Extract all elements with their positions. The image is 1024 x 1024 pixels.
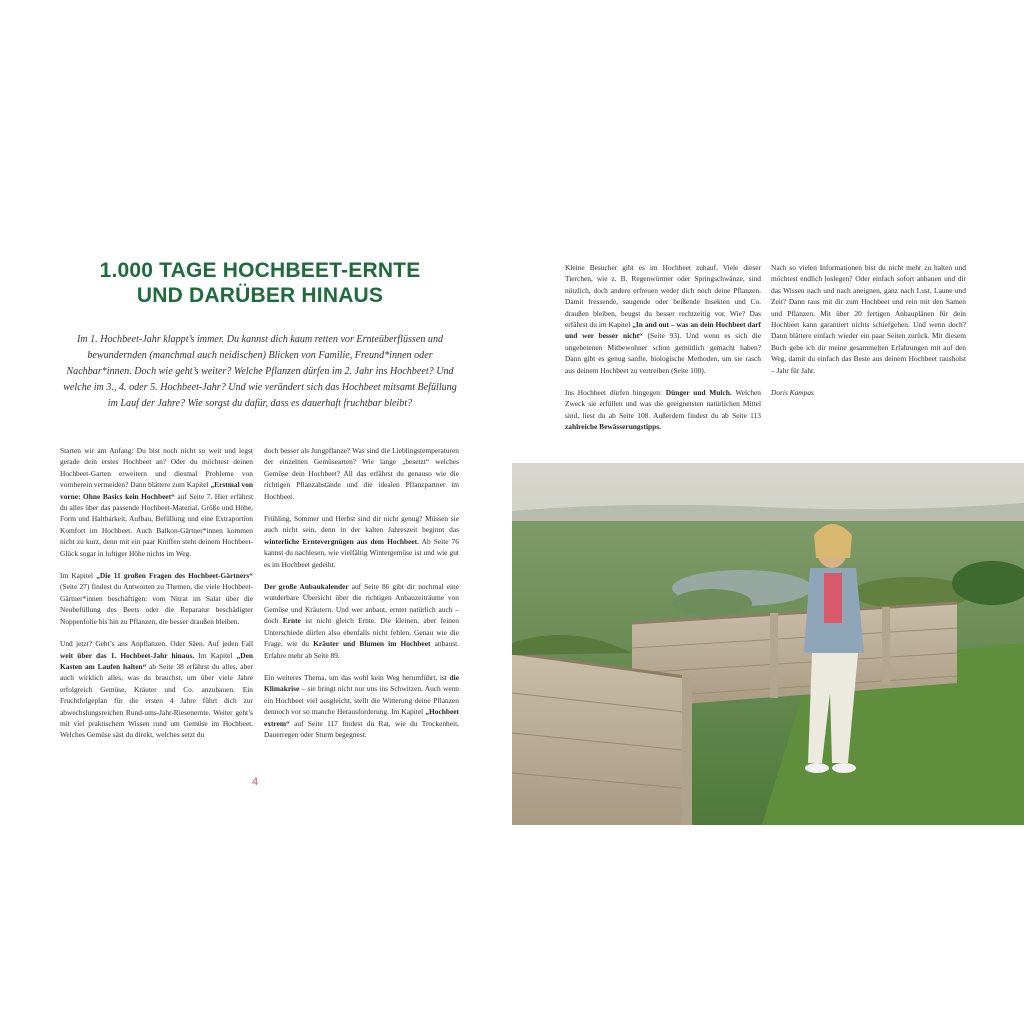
text-run: (Seite 93). Und wenn es sich die ungebetenen Mitbewohner schon gemütlich gemacht haben? Dann gibt es genug sanfte, biologische Methoden, um sie rasch aus deinem Hochbeet zu vertreiben (Seite 100). bbox=[565, 331, 761, 375]
chapter-reference: „Erstmal von vorne: Ohne Basics kein Hochbeet“ bbox=[60, 480, 254, 501]
chapter-reference: „Hochbeet extrem“ bbox=[264, 707, 459, 728]
text-run: Und jetzt? Geht’s ans Anpflanzen. Oder Säen. Auf jeden Fall bbox=[60, 639, 253, 649]
raised-bed-front bbox=[512, 653, 692, 825]
text-run: auf Seite 7. Hier erfährst du alles über das passende Hochbeet-Material, Größe und Höhe, Form und Haltbarkeit, Aufbau, Befüllung und eine Extraportion Komfort im Hochbeet. Auch Balkon-Gärtner*innen kommen nicht zu kurz, denn mit ein paar Kniffen steht deinem Hochbeet-Glück sogar in luftiger Höhe nichts im Weg. bbox=[60, 491, 254, 558]
emphasis: Kräuter und Blumen im Hochbeet bbox=[313, 639, 431, 649]
text-run: Welchen Zweck sie erfüllen und was die geeignetsten natürlichen Mittel sind, liest du ab Seite 108. Außerdem findest du ab Seite 113 bbox=[565, 388, 761, 420]
text-column-4 bbox=[771, 262, 966, 409]
author-signature: Doris Kampas bbox=[771, 388, 814, 398]
text-run: auf Seite 86 gibt dir nochmal eine wunderbare Übersicht über die richtigen Anbauzeiträume von Gemüse und Kräutern. Und wer anbaut, erntet natürlich auch – doch bbox=[264, 582, 459, 626]
paragraph bbox=[60, 638, 253, 741]
paragraph bbox=[264, 672, 459, 740]
chapter-reference: „Den Kasten am Laufen halten“ bbox=[60, 650, 253, 671]
text-column-2 bbox=[264, 445, 459, 751]
paragraph bbox=[60, 445, 253, 559]
paragraph bbox=[60, 570, 253, 627]
emphasis: winterliche Erntevergnügen aus dem Hochbeet. bbox=[264, 536, 419, 546]
emphasis: Der große Anbaukalender bbox=[264, 582, 349, 592]
text-run: (Seite 27) findest du Antworten zu Themen, die viele Hochbeet-Gärtner*innen beschäftigen: vom Nitrat im Salat über die Neubefüllung des Beets oder die Reparatur beschädigter Noppenfolie bis hin zu Pflanzen, die besser draußen bleiben. bbox=[60, 582, 253, 626]
text-run: Ins Hochbeet dürfen hingegen: bbox=[565, 388, 666, 398]
emphasis: Dünger und Mulch. bbox=[665, 388, 732, 398]
text-run: ab Seite 38 erfährst du alles, aber auch wirklich alles, was du brauchst, um über viele Jahre erfolgreich Gemüse, Kräuter und Co. anzubauen. Ein Fruchtfolgeplan für die ersten 4 Jahre führt dich zur abwechslungsreichen Rund-ums-Jahr-Riesenernte. Weiter geht’s mit viel praktischem Wissen rund um Gemüse im Hochbeet. Welches Gemüse säst du direkt, welches setzt du bbox=[60, 661, 254, 740]
paragraph: doch besser als Jungpflanze? Was sind die Lieblingstemperaturen der einzelnen Gemüsearten? Wie lange „besetzt“ welches Gemüse dein Hochbeet? All das erfährst du genauso wie die richtigen Pflanzabstände und die idealen Pflanzpartner im Hochbeet. bbox=[264, 446, 459, 501]
text-column-1 bbox=[60, 445, 253, 752]
emphasis: weit über das 1. Hochbeet-Jahr hinaus. bbox=[60, 650, 195, 660]
paragraph bbox=[565, 387, 761, 433]
text-run: Im Kapitel bbox=[194, 650, 237, 660]
text-run: ist nicht gleich Ernte. Die kleinen, aber feinen Unterschiede dürfen also ebenfalls nicht fehlen. Genau wie die Frage, wie du bbox=[264, 616, 459, 649]
chapter-title-line-2: UND DARÜBER HINAUS bbox=[136, 284, 384, 307]
emphasis: Ernte bbox=[282, 616, 301, 626]
chapter-reference: „Die 11 großen Fragen des Hochbeet-Gärtners“ bbox=[96, 571, 253, 581]
emphasis: die Klimakrise bbox=[264, 672, 459, 694]
text-run: – sie bringt nicht nur uns ins Schwitzen. Auch wenn ein Hochbeet viel ausgleicht, stellt die Witterung deine Pflanzen dennoch vor so manche Herausforderung. Im Kapitel bbox=[264, 684, 459, 717]
text-run: auf Seite 117 findest du Rat, wie du Trockenheit, Dauerregen oder Sturm begegnest. bbox=[264, 718, 459, 739]
paragraph: Nach so vielen Informationen bist du nicht mehr zu halten und möchtest endlich loslegen? Oder einfach sofort anbauen und dir das Wissen nach und nach aneignen, ganz nach Lust, Laune und Zeit? Dann raus mit dir zum Hochbeet und rein mit den Samen und Pflanzen. Mit über 20 fertigen Anbauplänen für dein Hochbeet kann garantiert nichts schiefgehen. Und wenn doch? Dann blättere einfach wieder ein paar Seiten zurück. Mit diesem Buch gebe ich dir meine gesammelten Erfahrungen mit auf den Weg, damit du einfach das Beste aus deinem Hochbeet rausholst – Jahr für Jahr. bbox=[771, 263, 966, 375]
intro-paragraph: Im 1. Hochbeet-Jahr klappt’s immer. Du kannst dich kaum retten vor Ernteüberflüssen und bewundernden (manchmal auch neidischen) Blicken von Familie, Freund*innen oder Nachbar*innen. Doch wie geht’s weiter? Welche Pflanzen dürfen im 2. Jahr ins Hochbeet? Und welche im 3., 4. oder 5. Hochbeet-Jahr? Und wie verändert sich das Hochbeet mitsamt Befüllung im Lauf der Jahre? Wie sorgst du dafür, dass es dauerhaft fruchtbar bleibt? bbox=[63, 334, 457, 410]
page-number: 4 bbox=[252, 776, 259, 788]
text-run: Starten wir am Anfang: Du bist noch nicht so weit und legst gerade dein erstes Hochbeet an? Oder du möchtest deinen Hochbeet-Garten erweitern und diesmal Probleme von vornherein vermeiden? Dann blättere zum Kapitel bbox=[60, 446, 253, 490]
text-run: anbaust. Erfahre mehr ab Seite 89. bbox=[264, 639, 460, 660]
chapter-reference: „In and out – was an dein Hochbeet darf und wer besser nicht“ bbox=[565, 320, 762, 341]
text-column-3 bbox=[565, 262, 761, 444]
text-run: Kleine Besucher gibt es im Hochbeet zuhauf. Viele dieser Tierchen, wie z. B. Regenwürmer oder Springschwänze, sind nützlich, doch andere erfreuen weder dich noch deine Pflanzen. Damit fressende, saugende oder beißende Insekten und Co. draußen bleiben, beugst du besser rechtzeitig vor. Wie? Das erfährst du im Kapitel bbox=[565, 263, 761, 330]
emphasis: zahlreiche Bewässerungstipps. bbox=[565, 422, 661, 432]
paragraph bbox=[264, 581, 459, 661]
text-run: Frühling, Sommer und Herbst sind dir nicht genug? Müssen sie auch nicht sein, denn in der kalten Jahreszeit beginnt das bbox=[264, 514, 459, 535]
paragraph bbox=[565, 262, 761, 376]
text-run: Ein weiteres Thema, um das wohl kein Weg herumführt, ist bbox=[264, 672, 450, 682]
text-run: Im Kapitel bbox=[60, 571, 97, 581]
text-run: Ab Seite 76 kannst du nachlesen, wie vielfältig Wintergemüse ist und wie gut es im Hochbeet gedeiht. bbox=[264, 536, 459, 569]
garden-photo bbox=[512, 463, 1024, 825]
chapter-title bbox=[60, 258, 460, 308]
chapter-title-line-1: 1.000 TAGE HOCHBEET-ERNTE bbox=[99, 259, 421, 282]
paragraph bbox=[264, 513, 459, 570]
